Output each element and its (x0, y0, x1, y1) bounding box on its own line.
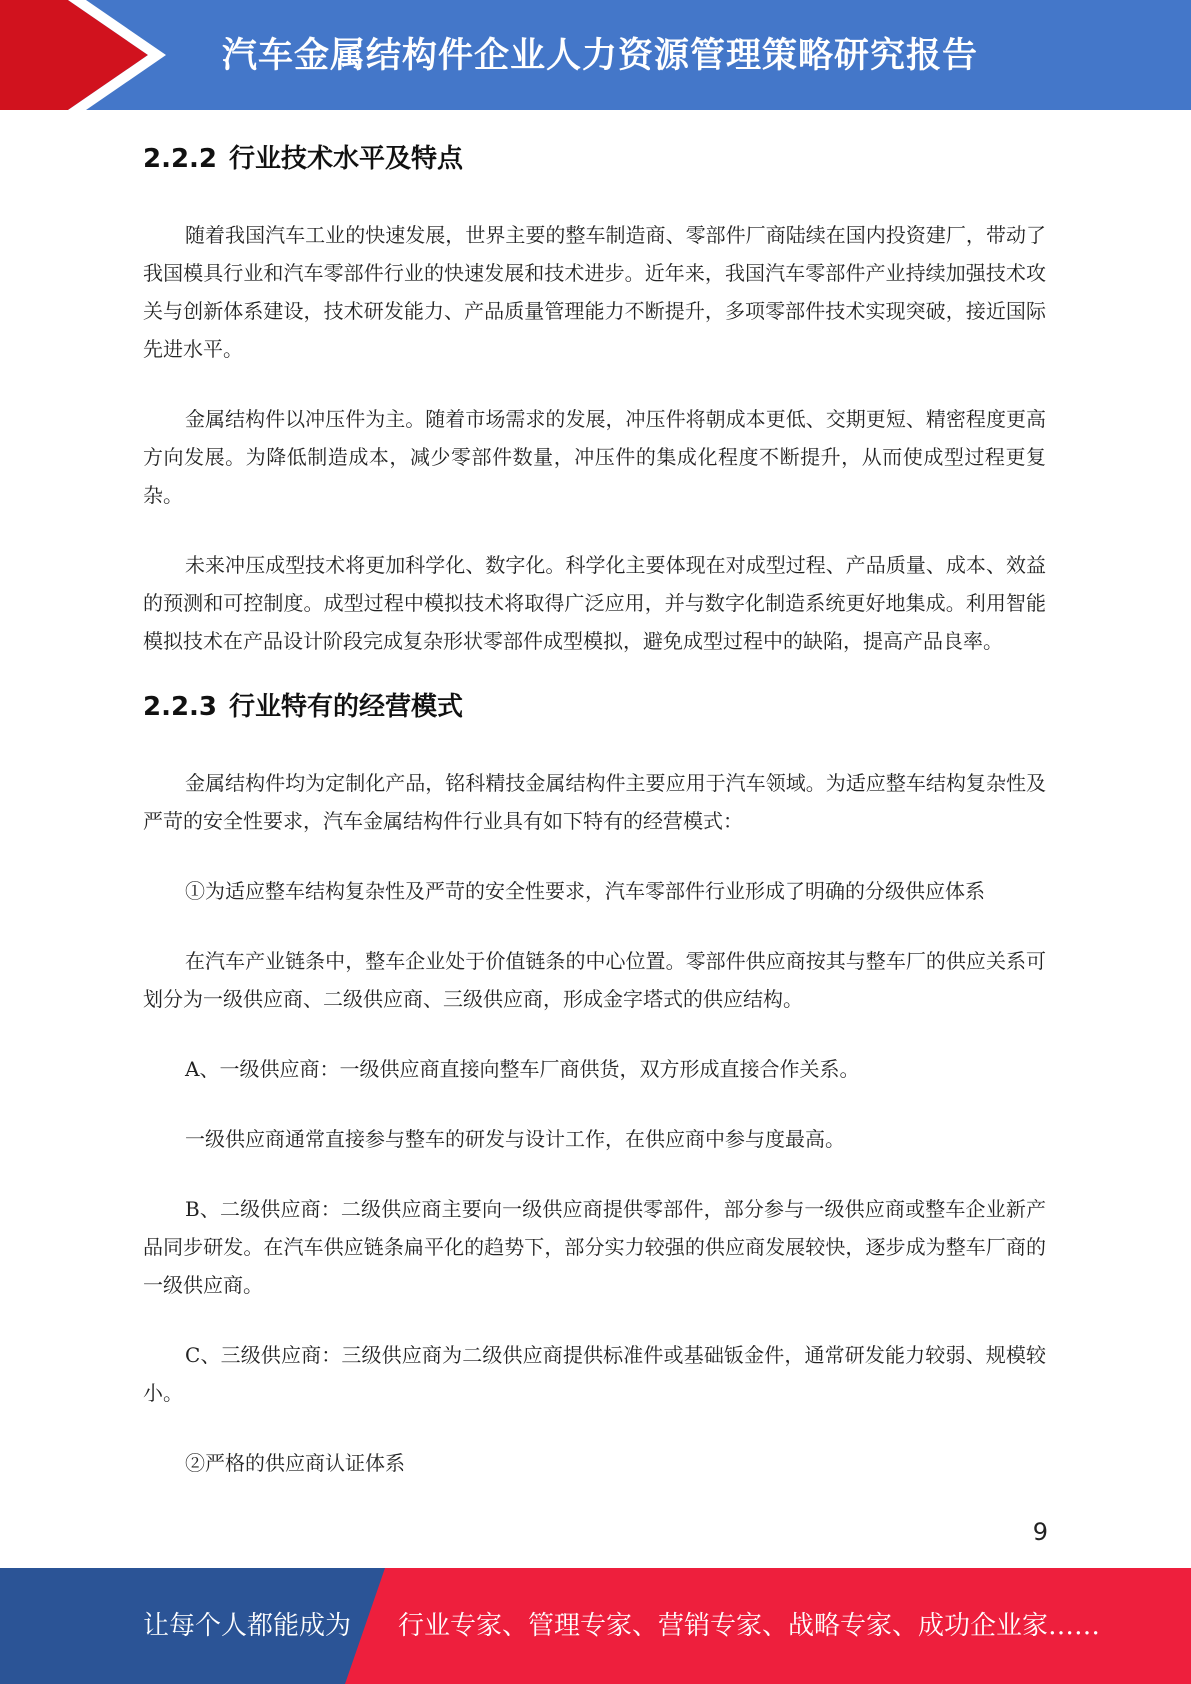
page-content (143, 126, 1046, 1482)
paragraph: 随着我国汽车工业的快速发展，世界主要的整车制造商、零部件厂商陆续在国内投资建厂，带动了我国模具行业和汽车零部件行业的快速发展和技术进步。近年来，我国汽车零部件产业持续加强技术攻关与创新体系建设，技术研发能力、产品质量管理能力不断提升，多项零部件技术实现突破，接近国际先进水平。 (143, 223, 1046, 361)
paragraph: C、三级供应商：三级供应商为二级供应商提供标准件或基础钣金件，通常研发能力较弱、规模较小。 (143, 1343, 1046, 1405)
page-number: 9 (1032, 1518, 1048, 1546)
report-title: 汽车金属结构件企业人力资源管理策略研究报告 (222, 36, 979, 76)
page-footer (0, 1568, 1191, 1684)
paragraph: A、一级供应商：一级供应商直接向整车厂商供货，双方形成直接合作关系。 (185, 1057, 860, 1081)
paragraph: 未来冲压成型技术将更加科学化、数字化。科学化主要体现在对成型过程、产品质量、成本、效益的预测和可控制度。成型过程中模拟技术将取得广泛应用，并与数字化制造系统更好地集成。利用智能模拟技术在产品设计阶段完成复杂形状零部件成型模拟，避免成型过程中的缺陷，提高产品良率。 (143, 553, 1046, 653)
paragraph: 一级供应商通常直接参与整车的研发与设计工作，在供应商中参与度最高。 (185, 1127, 845, 1151)
paragraph: 金属结构件以冲压件为主。随着市场需求的发展，冲压件将朝成本更低、交期更短、精密程度更高方向发展。为降低制造成本，减少零部件数量，冲压件的集成化程度不断提升，从而使成型过程更复杂。 (143, 407, 1046, 507)
section-heading-2-2-3 (143, 682, 1046, 732)
paragraph: ①为适应整车结构复杂性及严苛的安全性要求，汽车零部件行业形成了明确的分级供应体系 (185, 879, 985, 903)
section-number: 2.2.3 (143, 692, 218, 722)
page-header (0, 0, 1191, 110)
footer-slogan-right: 行业专家、管理专家、营销专家、战略专家、成功企业家…… (398, 1611, 1101, 1641)
footer-slogan-left: 让每个人都能成为 (143, 1611, 352, 1641)
paragraph: B、二级供应商：二级供应商主要向一级供应商提供零部件，部分参与一级供应商或整车企业新产品同步研发。在汽车供应链条扁平化的趋势下，部分实力较强的供应商发展较快，逐步成为整车厂商的一级供应商。 (143, 1197, 1046, 1297)
paragraph: 金属结构件均为定制化产品，铭科精技金属结构件主要应用于汽车领域。为适应整车结构复杂性及严苛的安全性要求，汽车金属结构件行业具有如下特有的经营模式： (143, 771, 1046, 833)
paragraph: ②严格的供应商认证体系 (185, 1451, 405, 1475)
section-number: 2.2.2 (143, 144, 218, 174)
section-title: 行业特有的经营模式 (229, 692, 464, 722)
red-chevron-shape (0, 0, 148, 110)
section-title: 行业技术水平及特点 (229, 144, 464, 174)
section-heading-2-2-2 (143, 134, 1046, 184)
paragraph: 在汽车产业链条中，整车企业处于价值链条的中心位置。零部件供应商按其与整车厂的供应关系可划分为一级供应商、二级供应商、三级供应商，形成金字塔式的供应结构。 (143, 949, 1046, 1011)
